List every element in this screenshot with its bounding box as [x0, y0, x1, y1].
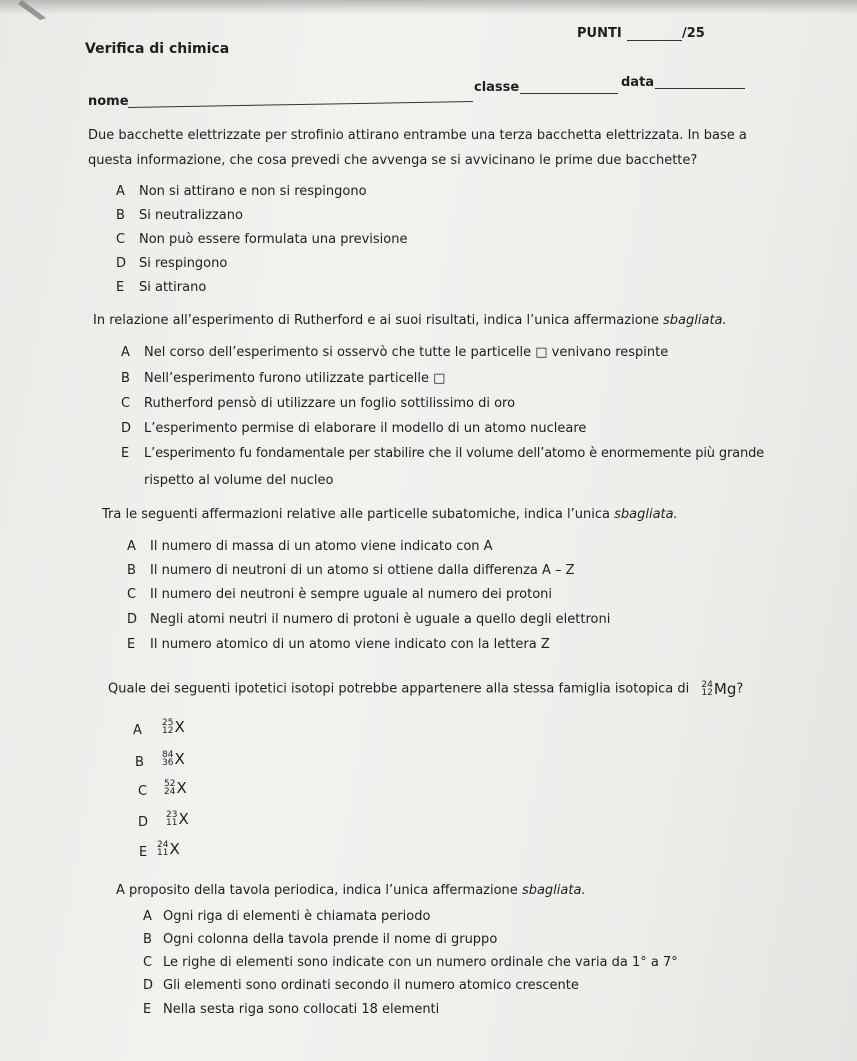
mg-symbol: Mg: [713, 680, 737, 698]
question-1-prompt-line-2: questa informazione, che cosa prevedi che avvenga se si avvicinano le prime due bacchette?: [88, 153, 698, 168]
q4-c-mass: 52: [164, 779, 176, 789]
class-label: classe: [474, 80, 520, 95]
q1-option-e-text: Si attirano: [139, 280, 207, 295]
q4-c-atomic: 24: [164, 787, 176, 797]
q4-b-mass: 84: [162, 750, 174, 760]
q4-b-symbol: X: [174, 750, 185, 768]
q1-option-a-letter[interactable]: A: [116, 184, 125, 199]
mg-atomic-number: 12: [701, 688, 713, 698]
q2-option-d-text: L’esperimento permise di elaborare il modello di un atomo nucleare: [144, 421, 587, 436]
q1-option-c-text: Non può essere formulata una previsione: [139, 232, 408, 247]
score-label: PUNTI: [577, 26, 622, 41]
question-5-prompt-italic: sbagliata.: [521, 883, 586, 898]
question-3-prompt-italic: sbagliata.: [614, 507, 678, 522]
q2-option-b-letter[interactable]: B: [121, 371, 130, 386]
q1-option-d-text: Si respingono: [139, 256, 228, 271]
q4-d-atomic: 11: [166, 818, 178, 828]
question-4-prompt-text: Quale dei seguenti ipotetici isotopi potrebbe appartenere alla stessa famiglia isotopica di: [108, 681, 690, 697]
date-field[interactable]: [655, 88, 745, 89]
q4-option-e-letter[interactable]: E: [139, 845, 148, 860]
corner-fold-mark: [0, 0, 50, 30]
q5-option-b-text: Ogni colonna della tavola prende il nome di gruppo: [163, 932, 498, 947]
q4-c-symbol: X: [176, 779, 187, 797]
q4-option-c-letter[interactable]: C: [138, 784, 148, 799]
date-label: data: [621, 75, 655, 90]
q5-option-e-letter[interactable]: E: [143, 1002, 152, 1017]
q3-option-b-text: Il numero di neutroni di un atomo si ottiene dalla differenza A – Z: [150, 563, 575, 578]
name-label: nome: [88, 94, 129, 109]
q4-option-b-isotope: [162, 751, 185, 767]
q5-option-c-text: Le righe di elementi sono indicate con un numero ordinale che varia da 1° a 7°: [163, 955, 678, 970]
q4-option-d-letter[interactable]: D: [138, 815, 149, 830]
question-5-prompt-text: A proposito della tavola periodica, indica l’unica affermazione: [116, 883, 518, 898]
q1-option-d-letter[interactable]: D: [116, 256, 127, 271]
question-2-prompt-text: In relazione all’esperimento di Rutherford e ai suoi risultati, indica l’unica affermazione: [93, 313, 659, 328]
q4-option-a-letter[interactable]: A: [133, 723, 142, 738]
q3-option-d-letter[interactable]: D: [127, 612, 138, 627]
q5-option-d-text: Gli elementi sono ordinati secondo il numero atomico crescente: [163, 978, 579, 993]
q3-option-c-text: Il numero dei neutroni è sempre uguale al numero dei protoni: [150, 587, 553, 602]
question-3-prompt: [102, 507, 678, 523]
q4-option-e-isotope: [157, 841, 180, 857]
q4-e-atomic: 11: [157, 848, 169, 858]
q4-d-mass: 23: [166, 810, 178, 820]
score-field[interactable]: [627, 40, 682, 41]
q2-option-d-letter[interactable]: D: [121, 421, 132, 436]
q4-e-symbol: X: [169, 840, 180, 858]
question-1-prompt-line-1: Due bacchette elettrizzate per strofinio attirano entrambe una terza bacchetta elettrizzata. In base a: [88, 128, 747, 143]
q5-option-e-text: Nella sesta riga sono collocati 18 elementi: [163, 1002, 440, 1017]
q1-option-a-text: Non si attirano e non si respingono: [139, 184, 367, 199]
q2-option-e-letter[interactable]: E: [121, 446, 130, 461]
q4-b-atomic: 36: [162, 758, 174, 768]
magnesium-isotope-notation: [701, 679, 736, 699]
q3-option-a-text: Il numero di massa di un atomo viene indicato con A: [150, 539, 493, 554]
q1-option-c-letter[interactable]: C: [116, 232, 126, 247]
q2-option-c-text: Rutherford pensò di utilizzare un foglio sottilissimo di oro: [144, 396, 516, 411]
page-title: Verifica di chimica: [85, 41, 230, 57]
q5-option-d-letter[interactable]: D: [143, 978, 154, 993]
q3-option-e-letter[interactable]: E: [127, 637, 136, 652]
q2-option-e-text: L’esperimento fu fondamentale per stabilire che il volume dell’atomo è enormemente più grande: [144, 446, 765, 461]
q4-option-c-isotope: [164, 780, 187, 796]
class-field[interactable]: [520, 93, 618, 94]
mg-mass-number: 24: [701, 680, 713, 690]
q5-option-c-letter[interactable]: C: [143, 955, 153, 970]
q1-option-b-text: Si neutralizzano: [139, 208, 243, 223]
q2-option-a-text: Nel corso dell’esperimento si osservò che tutte le particelle □ venivano respinte: [144, 345, 669, 360]
q4-d-symbol: X: [178, 810, 189, 828]
page-top-shadow: [0, 0, 857, 14]
q3-option-e-text: Il numero atomico di un atomo viene indicato con la lettera Z: [150, 637, 550, 652]
q3-option-d-text: Negli atomi neutri il numero di protoni è uguale a quello degli elettroni: [150, 612, 611, 627]
q4-option-a-isotope: [162, 719, 185, 735]
q4-a-symbol: X: [174, 718, 185, 736]
q4-a-atomic: 12: [162, 726, 174, 736]
q4-option-d-isotope: [166, 811, 189, 827]
q1-option-b-letter[interactable]: B: [116, 208, 125, 223]
question-2-prompt-italic: sbagliata.: [663, 313, 727, 328]
q3-option-a-letter[interactable]: A: [127, 539, 136, 554]
question-3-prompt-text: Tra le seguenti affermazioni relative alle particelle subatomiche, indica l’unica: [102, 507, 610, 522]
score-total: /25: [682, 26, 705, 41]
q5-option-b-letter[interactable]: B: [143, 932, 152, 947]
question-4-question-mark: ?: [736, 681, 744, 697]
q5-option-a-text: Ogni riga di elementi è chiamata periodo: [163, 909, 431, 924]
q4-e-mass: 24: [157, 840, 169, 850]
q3-option-c-letter[interactable]: C: [127, 587, 137, 602]
q4-a-mass: 25: [162, 718, 174, 728]
q2-option-a-letter[interactable]: A: [121, 345, 130, 360]
q4-option-b-letter[interactable]: B: [135, 755, 144, 770]
question-5-prompt: [116, 883, 586, 899]
q2-option-c-letter[interactable]: C: [121, 396, 131, 411]
q3-option-b-letter[interactable]: B: [127, 563, 136, 578]
q1-option-e-letter[interactable]: E: [116, 280, 125, 295]
question-4-prompt: [108, 679, 743, 700]
name-field[interactable]: [128, 101, 473, 108]
question-2-prompt: [93, 313, 727, 329]
q2-option-b-text: Nell’esperimento furono utilizzate particelle □: [144, 371, 446, 386]
q5-option-a-letter[interactable]: A: [143, 909, 152, 924]
q2-option-e-text-continued: rispetto al volume del nucleo: [144, 473, 334, 488]
